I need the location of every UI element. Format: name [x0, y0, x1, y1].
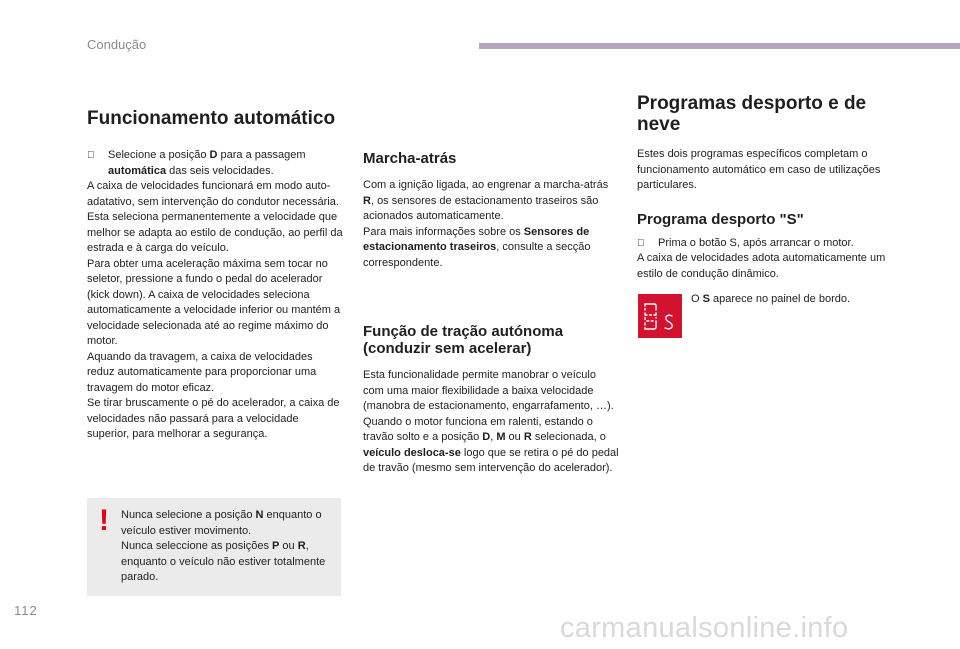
sport-mode-indicator-icon — [638, 294, 682, 338]
section-title-sport: Programa desporto "S" — [637, 210, 804, 228]
warning-icon: ! — [99, 504, 109, 537]
paragraph: Se tirar bruscamente o pé do acelerador, a caixa de velocidades não passará para a velocidade superior, para melhorar a segurança. — [87, 397, 340, 440]
bullet-text: Prima o botão S, após arrancar o motor. — [658, 236, 854, 249]
paragraph: Para mais informações sobre os Sensores de estacionamento traseiros, consulte a secção correspondente. — [363, 225, 591, 269]
paragraph: Para obter uma aceleração máxima sem tocar no seletor, pressione a fundo o pedal do acelerador (kick down). A caixa de velocidades seleciona automaticamente a velocidade inferior ou mantém a velocidade selecionada até ao regime máximo do motor. — [87, 257, 341, 347]
bullet-text: Selecione a posição D para a passagem automática das seis velocidades. — [108, 149, 306, 177]
bullet-icon — [637, 236, 658, 252]
page-number: 112 — [14, 603, 38, 618]
watermark: carmanualsonline.info — [560, 612, 849, 644]
paragraph: Aquando da travagem, a caixa de velocidades reduz automaticamente para proporcionar uma travagem do motor eficaz. — [87, 350, 317, 394]
sport-indicator-caption: O S aparece no painel de bordo. — [691, 293, 851, 305]
paragraph: Estes dois programas específicos completam o funcionamento automático em caso de utilizações particulares. — [637, 148, 881, 191]
warning-text — [121, 508, 333, 586]
paragraph: Esta funcionalidade permite manobrar o veículo com uma maior flexibilidade a baixa velocidade (manobra de estacionamento, engarrafamento, …). — [363, 369, 614, 412]
warning-line: Nunca seleccione as posições P ou R, enquanto o veículo não estiver totalmente parado. — [121, 540, 326, 583]
bullet-item — [87, 148, 343, 179]
paragraph: A caixa de velocidades funcionará em modo auto-adatativo, sem intervenção do condutor necessária. Esta seleciona permanentemente a velocidade que melhor se adapta ao estilo de condução, ao perfil da estrada e à carga do veículo. — [87, 180, 343, 254]
section-title-reverse: Marcha-atrás — [363, 150, 457, 167]
bullet-icon — [87, 148, 108, 179]
column-programs — [637, 93, 899, 282]
section-title-creep: Função de tração autónoma (conduzir sem acelerar) — [363, 323, 564, 357]
header-title: Condução — [87, 37, 147, 52]
warning-line: Nunca selecione a posição N enquanto o veículo estiver movimento. — [121, 509, 322, 537]
bullet-item — [637, 236, 899, 252]
section-title-programs: Programas desporto e de neve — [637, 93, 867, 135]
paragraph: Quando o motor funciona em ralenti, estando o travão solto e a posição D, M ou R selecionada, o veículo desloca-se logo que se retira o pé do pedal de travão (mesmo sem intervenção do acelerador). — [363, 415, 619, 474]
paragraph: Com a ignição ligada, ao engrenar a marcha-atrás R, os sensores de estacionamento traseiros são acionados automaticamente. — [363, 179, 609, 222]
paragraph: A caixa de velocidades adota automaticamente um estilo de condução dinâmico. — [637, 252, 886, 280]
column-automatic — [87, 108, 343, 443]
header-bar — [479, 43, 960, 49]
column-reverse — [363, 150, 619, 477]
section-title-automatic: Funcionamento automático — [87, 108, 336, 129]
warning-box — [87, 498, 341, 596]
